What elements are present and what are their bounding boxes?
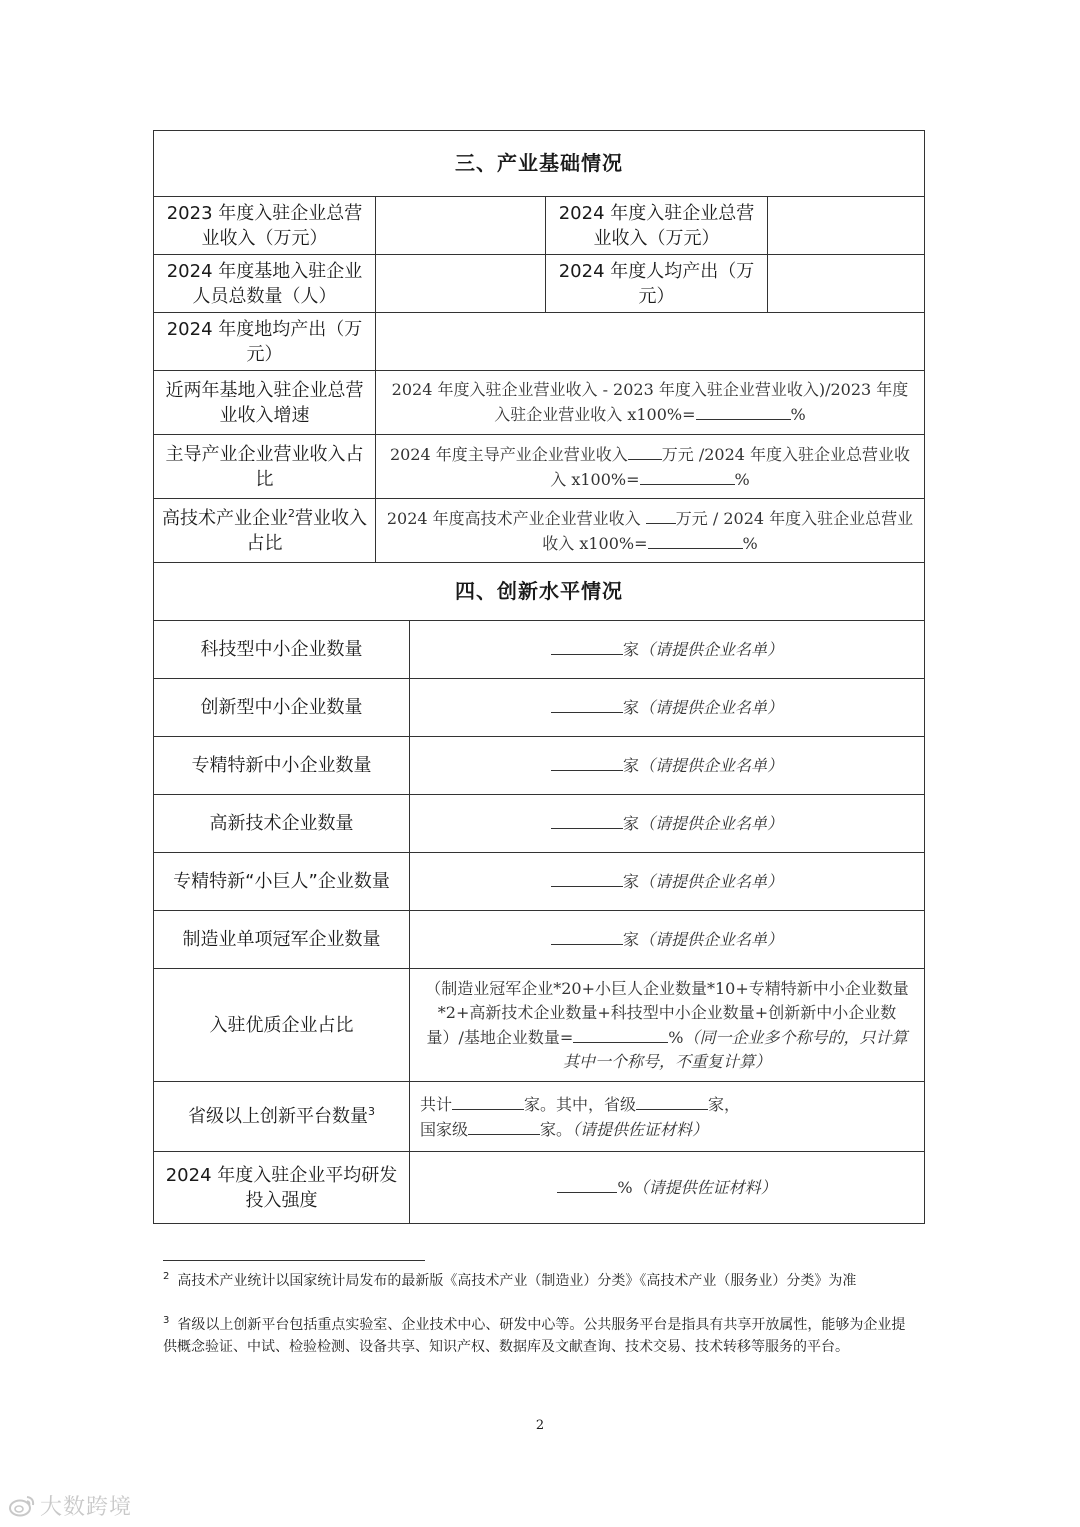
formula-text: 2024 年度主导产业企业营业收入 — [389, 444, 628, 464]
percent-unit: % — [668, 1027, 684, 1047]
label-champion: 制造业单项冠军企业数量 — [154, 911, 410, 969]
count-champion — [410, 911, 925, 969]
input-land-output[interactable] — [376, 313, 925, 371]
label-leading-industry-share: 主导产业企业营业收入占比 — [154, 435, 376, 499]
blank-count[interactable] — [551, 927, 623, 945]
blank-rnd[interactable] — [557, 1175, 617, 1193]
label-tech-sme: 科技型中小企业数量 — [154, 621, 410, 679]
formula-text: 万元 / 2024 年度入驻企业总营业收入 x100%= — [542, 508, 914, 553]
page-number: 2 — [535, 1418, 545, 1433]
text: 家。 — [540, 1119, 573, 1139]
label-text: 高技术产业企业 — [162, 507, 288, 529]
note: （请提供企业名单） — [639, 698, 784, 717]
label-land-output: 2024 年度地均产出（万元） — [154, 313, 376, 371]
blank-leading-revenue[interactable] — [628, 442, 662, 460]
blank-growth[interactable] — [696, 402, 791, 420]
formula-text: 万元 /2024 年度入驻企业总营业收入 x100%= — [550, 444, 911, 489]
label-per-capita-output: 2024 年度人均产出（万元） — [546, 255, 768, 313]
blank-count[interactable] — [551, 695, 623, 713]
blank-count[interactable] — [551, 811, 623, 829]
blank-hightech-revenue[interactable] — [646, 506, 676, 524]
input-2024-revenue[interactable] — [768, 197, 925, 255]
application-form-table — [153, 130, 925, 1224]
section-4-title: 四、创新水平情况 — [154, 563, 925, 621]
label-revenue-growth: 近两年基地入驻企业总营业收入增速 — [154, 371, 376, 435]
platform-counts — [410, 1082, 925, 1152]
label-2024-revenue: 2024 年度入驻企业总营业收入（万元） — [546, 197, 768, 255]
input-staff-count[interactable] — [376, 255, 546, 313]
blank-total[interactable] — [452, 1092, 524, 1110]
footnote-text: 高技术产业统计以国家统计局发布的最新版《高技术产业（制造业）分类》《高技术产业（服务业）分类》为准 — [177, 1273, 857, 1289]
blank-hightech-share[interactable] — [648, 531, 743, 549]
footnote-3 — [163, 1314, 918, 1358]
note: （请提供佐证材料） — [632, 1178, 777, 1197]
note: （请提供企业名单） — [639, 640, 784, 659]
watermark-text: 大数跨境 — [40, 1495, 133, 1520]
label-innovative-sme: 创新型中小企业数量 — [154, 679, 410, 737]
count-innovative-sme — [410, 679, 925, 737]
unit-jia: 家 — [622, 640, 639, 659]
blank-quality-share[interactable] — [573, 1025, 668, 1043]
count-hightech-enterprise — [410, 795, 925, 853]
count-specialized-sme — [410, 737, 925, 795]
label-quality-share: 入驻优质企业占比 — [154, 969, 410, 1082]
formula-text: 2024 年度入驻企业营业收入 - 2023 年度入驻企业营业收入)/2023 年度入驻企业营业收入 x100%= — [391, 380, 909, 424]
text: 家， — [708, 1094, 741, 1114]
watermark — [8, 1490, 132, 1521]
footnote-ref-3: 3 — [368, 1105, 375, 1118]
note: （请提供企业名单） — [639, 756, 784, 775]
percent-unit: % — [790, 405, 806, 424]
text: 家。其中，省级 — [524, 1094, 637, 1114]
label-specialized-sme: 专精特新中小企业数量 — [154, 737, 410, 795]
formula-quality-share — [410, 969, 925, 1082]
footnote-ref-2: 2 — [288, 506, 295, 520]
label-rnd-intensity: 2024 年度入驻企业平均研发投入强度 — [154, 1152, 410, 1224]
note: （请提供企业名单） — [639, 930, 784, 949]
label-platform-count — [154, 1082, 410, 1152]
unit-jia: 家 — [622, 814, 639, 833]
unit-jia: 家 — [622, 698, 639, 717]
blank-count[interactable] — [551, 869, 623, 887]
weibo-icon — [8, 1494, 36, 1518]
unit-jia: 家 — [622, 872, 639, 891]
percent-unit: % — [742, 533, 758, 553]
percent-unit: % — [734, 469, 750, 489]
blank-count[interactable] — [551, 753, 623, 771]
unit-jia: 家 — [622, 756, 639, 775]
blank-count[interactable] — [551, 637, 623, 655]
note: （请提供佐证材料） — [572, 1119, 709, 1139]
formula-leading-industry — [376, 435, 925, 499]
percent-unit: % — [617, 1178, 633, 1197]
count-little-giant — [410, 853, 925, 911]
input-2023-revenue[interactable] — [376, 197, 546, 255]
formula-text: 2024 年度高技术产业企业营业收入 — [386, 508, 641, 528]
footnote-number: 3 — [163, 1315, 170, 1327]
label-hightech-share — [154, 499, 376, 563]
label-2023-revenue: 2023 年度入驻企业总营业收入（万元） — [154, 197, 376, 255]
text: 共计 — [420, 1094, 453, 1114]
text: 国家级 — [420, 1119, 469, 1139]
blank-provincial[interactable] — [636, 1092, 708, 1110]
label-text: 省级以上创新平台数量 — [188, 1106, 368, 1127]
formula-text: （制造业冠军企业*20+小巨人企业数量*10+专精特新中小企业数量*2+高新技术企业数量+科技型中小企业数量+创新新中小企业数量）/基地企业数量= — [425, 978, 909, 1047]
blank-national[interactable] — [468, 1117, 540, 1135]
footnote-number: 2 — [163, 1271, 170, 1283]
input-per-capita-output[interactable] — [768, 255, 925, 313]
note: （请提供企业名单） — [639, 814, 784, 833]
footnote-text: 省级以上创新平台包括重点实验室、企业技术中心、研发中心等。公共服务平台是指具有共享开放属性，能够为企业提供概念验证、中试、检验检测、设备共享、知识产权、数据库及文献查询、技术交易、技术转移等服务的平台。 — [163, 1317, 906, 1355]
count-tech-sme — [410, 621, 925, 679]
formula-revenue-growth — [376, 371, 925, 435]
unit-jia: 家 — [622, 930, 639, 949]
label-little-giant: 专精特新“小巨人”企业数量 — [154, 853, 410, 911]
section-3-title: 三、产业基础情况 — [154, 131, 925, 197]
note: （请提供企业名单） — [639, 872, 784, 891]
formula-hightech — [376, 499, 925, 563]
footnote-divider — [163, 1260, 425, 1261]
label-text: 营业收入占比 — [246, 507, 367, 554]
blank-leading-share[interactable] — [640, 467, 735, 485]
label-hightech-enterprise: 高新技术企业数量 — [154, 795, 410, 853]
rnd-intensity-value — [410, 1152, 925, 1224]
footnote-2 — [163, 1270, 918, 1292]
label-staff-count: 2024 年度基地入驻企业人员总数量（人） — [154, 255, 376, 313]
note: （同一企业多个称号的，只计算其中一个称号，不重复计算） — [562, 1027, 908, 1071]
